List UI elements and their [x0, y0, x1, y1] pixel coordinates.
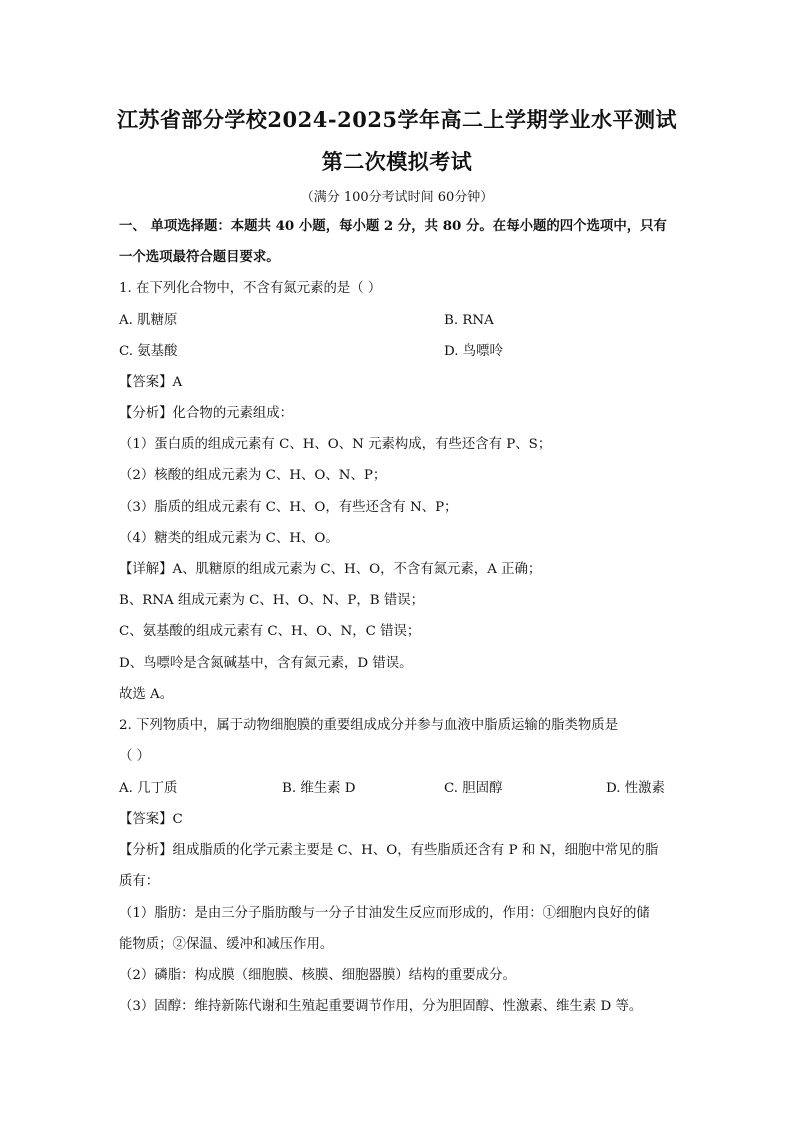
q1-stem: 1. 在下列化合物中，不含有氮元素的是（ ） [119, 281, 382, 296]
exam-title: 江苏省部分学校2024-2025学年高二上学期学业水平测试 [116, 107, 678, 132]
exam-subtitle-title: 第二次模拟考试 [321, 149, 473, 174]
q1-analysis-line: （1）蛋白质的组成元素有 C、H、O、N 元素构成，有些还含有 P、S； [119, 437, 552, 452]
q1-option-a: A. 肌糖原 [119, 313, 178, 328]
q1-option-d: D. 鸟嘌呤 [444, 344, 503, 359]
q2-option-c: C. 胆固醇 [444, 781, 503, 796]
q2-option-b: B. 维生素 D [282, 781, 356, 796]
q1-detail-line: B、RNA 组成元素为 C、H、O、N、P，B 错误； [119, 593, 425, 608]
q1-analysis-line: 【分析】化合物的元素组成： [119, 406, 294, 421]
q1-analysis-line: （4）糖类的组成元素为 C、H、O。 [119, 531, 339, 546]
section-instruction-line1: 一、 单项选择题：本题共 40 小题，每小题 2 分，共 80 分。在每小题的四个选项中，只有 [119, 218, 667, 234]
q1-detail-line: 故选 A。 [119, 687, 174, 702]
q1-analysis-line: （2）核酸的组成元素为 C、H、O、N、P； [119, 468, 387, 483]
q2-analysis-line: 能物质；②保温、缓冲和减压作用。 [119, 937, 334, 952]
q2-stem-line1: 2. 下列物质中，属于动物细胞膜的重要组成成分并参与血液中脂质运输的脂类物质是 [119, 718, 619, 733]
q1-option-c: C. 氨基酸 [119, 344, 178, 359]
q1-answer: 【答案】A [119, 375, 183, 390]
q2-analysis-line: （1）脂肪：是由三分子脂肪酸与一分子甘油发生反应而形成的，作用：①细胞内良好的储 [119, 906, 650, 921]
exam-score-time: （满分 100分考试时间 60分钟） [300, 190, 494, 205]
q2-analysis-line: （2）磷脂：构成膜（细胞膜、核膜、细胞器膜）结构的重要成分。 [119, 968, 516, 983]
q1-option-b: B. RNA [444, 313, 494, 328]
q1-detail-line: 【详解】A、肌糖原的组成元素为 C、H、O，不含有氮元素，A 正确； [119, 562, 542, 577]
q2-option-d: D. 性激素 [606, 781, 665, 796]
q2-analysis-line: 质有： [119, 874, 160, 889]
q2-answer: 【答案】C [119, 812, 183, 827]
q1-detail-line: C、氨基酸的组成元素有 C、H、O、N，C 错误； [119, 624, 421, 639]
q2-analysis-line: 【分析】组成脂质的化学元素主要是 C、H、O，有些脂质还含有 P 和 N，细胞中常见的脂 [119, 843, 659, 858]
q2-option-a: A. 几丁质 [119, 781, 178, 796]
q2-analysis-line: （3）固醇：维持新陈代谢和生殖起重要调节作用，分为胆固醇、性激素、维生素 D 等。 [119, 999, 643, 1014]
q2-stem-line2: （ ） [119, 749, 151, 764]
q1-analysis-line: （3）脂质的组成元素有 C、H、O，有些还含有 N、P； [119, 500, 458, 515]
section-instruction-line2: 一个选项最符合题目要求。 [119, 249, 280, 265]
q1-detail-line: D、鸟嘌呤是含氮碱基中，含有氮元素，D 错误。 [119, 656, 413, 671]
